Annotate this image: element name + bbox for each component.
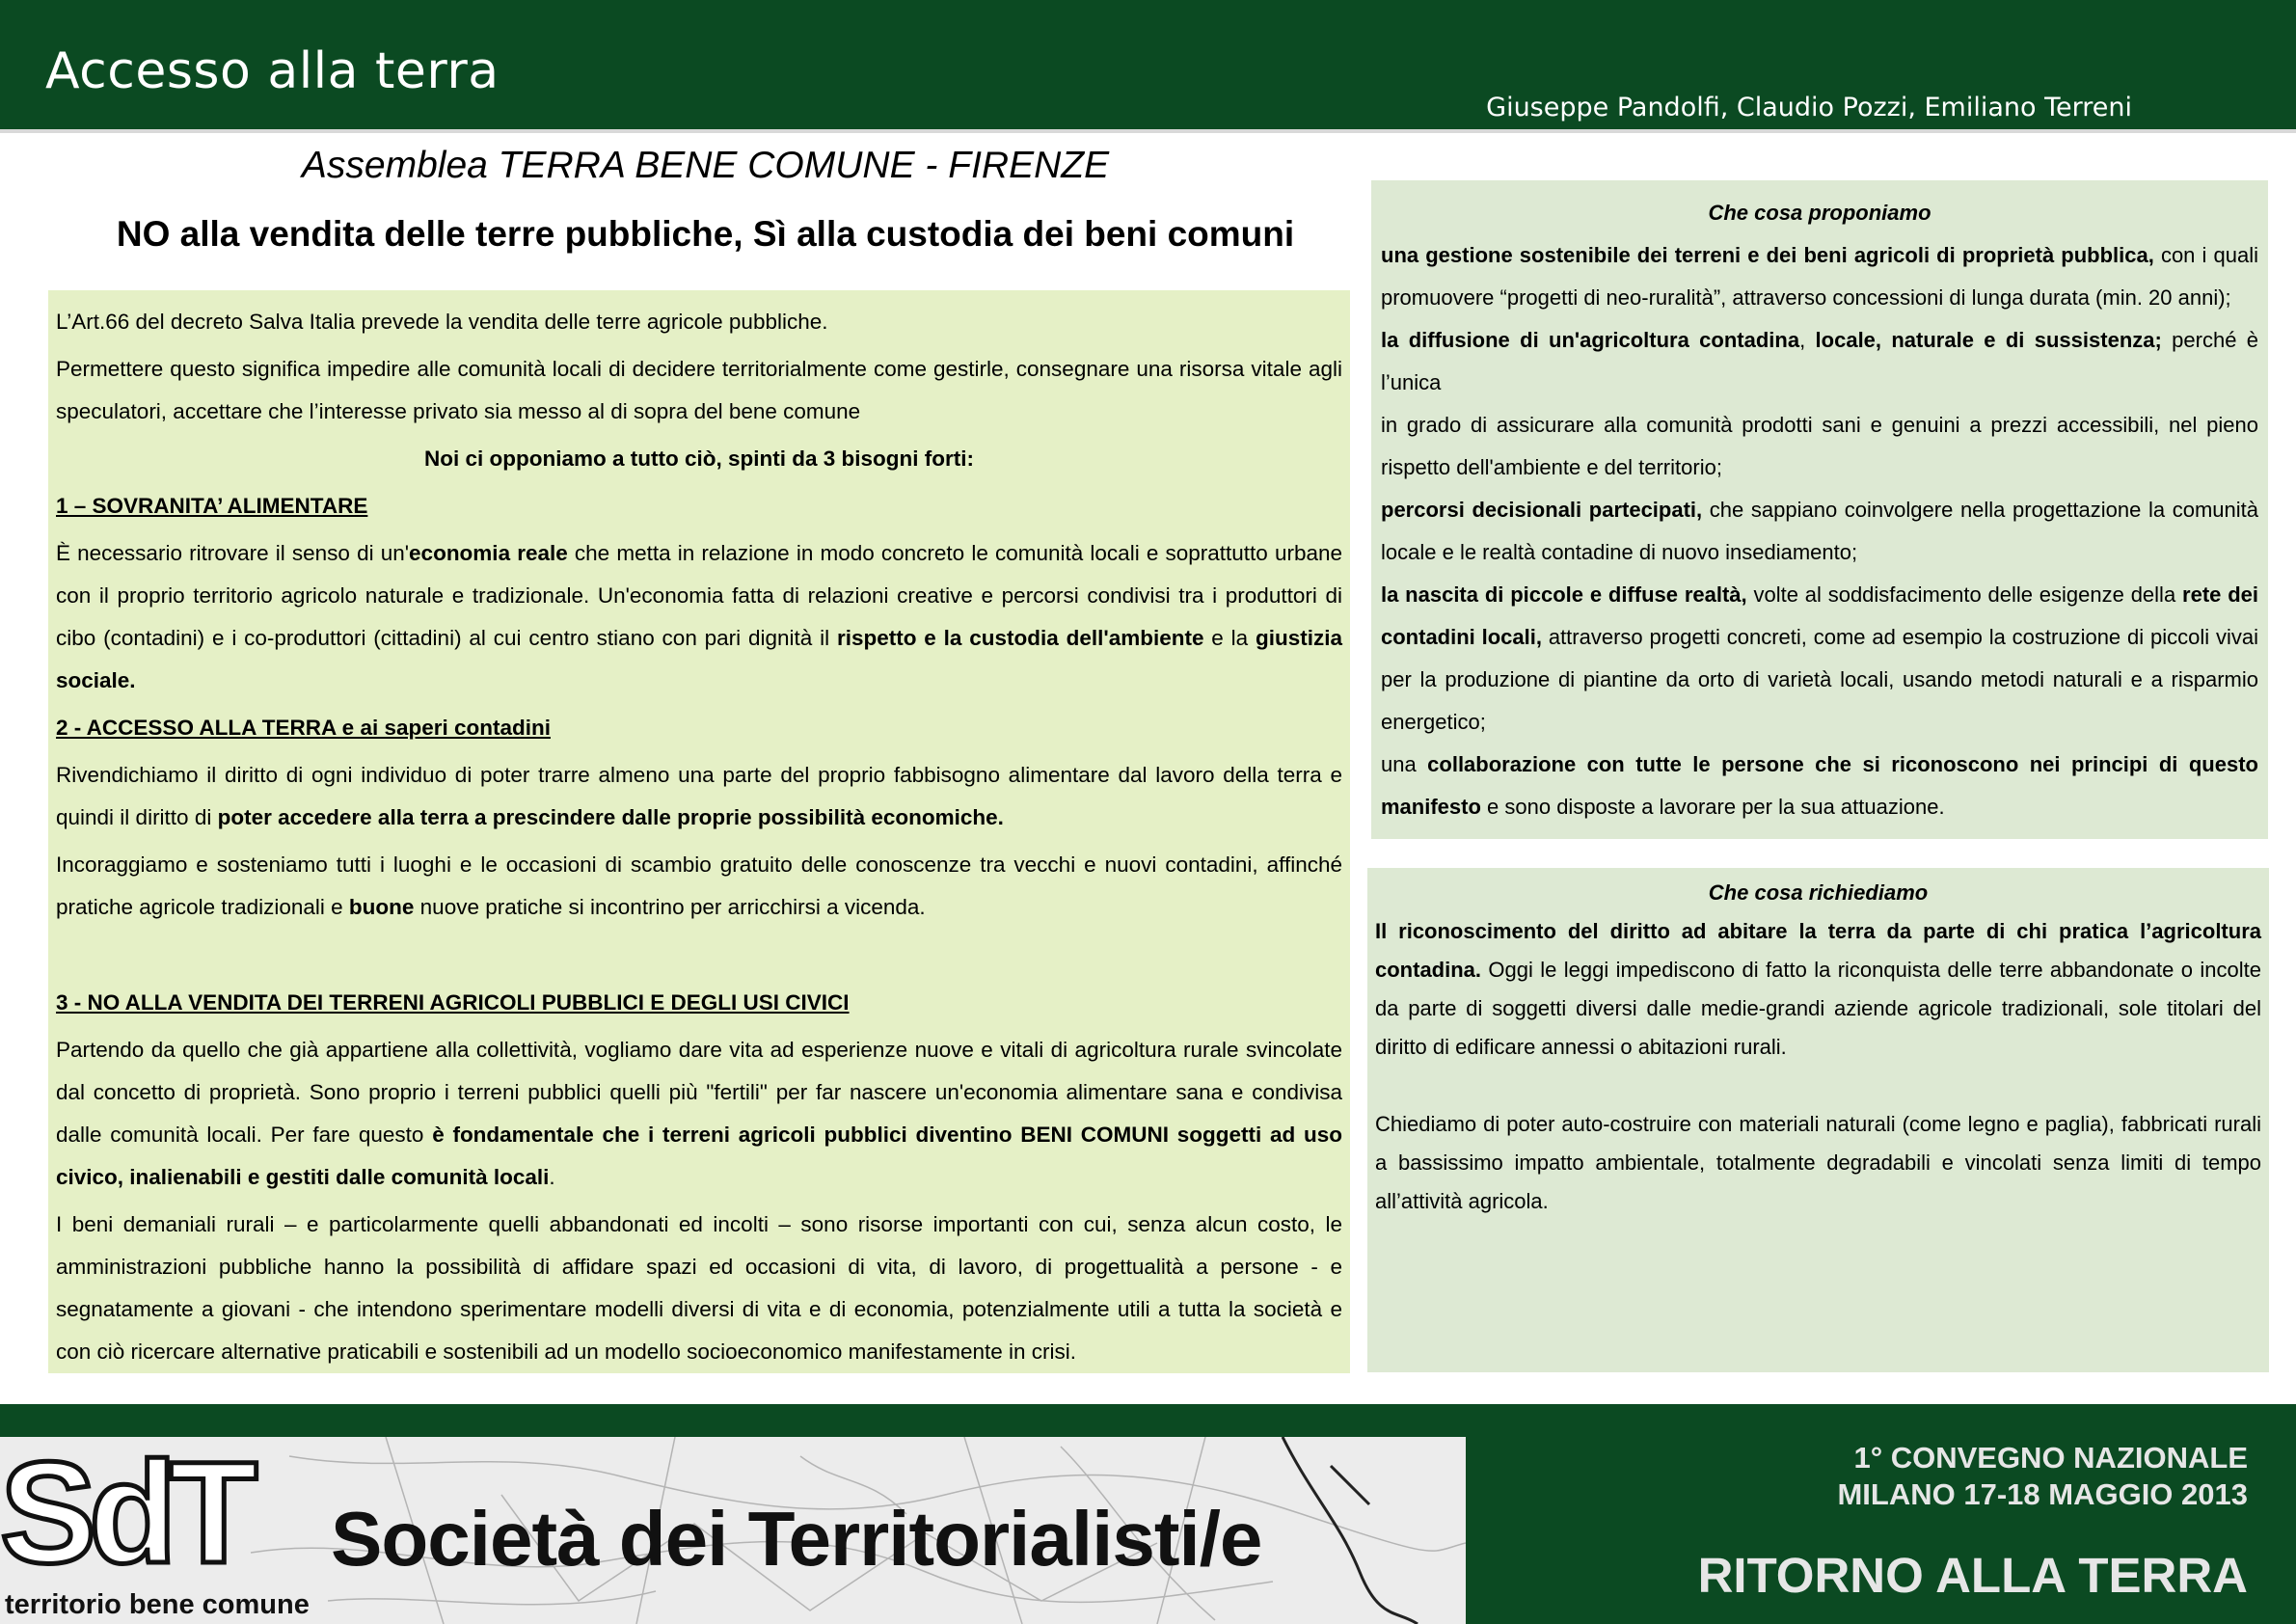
requests-panel xyxy=(1367,868,2269,1372)
conference-title: RITORNO ALLA TERRA xyxy=(1697,1548,2248,1603)
section-2-paragraph-2: Incoraggiamo e sosteniamo tutti i luoghi e le occasioni di scambio gratuito delle conoscenze tra vecchi e nuovi contadini, affinché pratiche agricole tradizionali e buone nuove pratiche si incontrino per arricchirsi a vicenda. xyxy=(56,853,1342,919)
subtitle: Assemblea TERRA BENE COMUNE - FIRENZE xyxy=(301,145,1110,186)
header-bar xyxy=(0,0,2296,133)
section-2-paragraph: Rivendichiamo il diritto di ogni individuo di poter trarre almeno una parte del proprio fabbisogno alimentare dal lavoro della terra e quindi il diritto di poter accedere alla terra a prescindere dalle proprie possibilità economiche. xyxy=(56,763,1342,829)
section-3-paragraph-2: I beni demaniali rurali – e particolarmente quelli abbandonati ed incolti – sono risorse importanti con cui, senza alcun costo, le amministrazioni pubbliche hanno la possibilità di affidare spazi ed occasioni di vita, di lavoro, di progettualità a persone - e segnatamente a giovani - che intendono sperimentare modelli diversi di vita e di economia, potenzialmente utili a tutta la società e con ciò ricercare alternative praticabili e sostenibili ad un modello socioeconomico manifestamente in crisi. xyxy=(56,1212,1342,1364)
section-1-paragraph: È necessario ritrovare il senso di un'economia reale che metta in relazione in modo concreto le comunità locali e soprattutto urbane con il proprio territorio agricolo naturale e tradizionale. Un'economia fatta di relazioni creative e percorsi condivisi tra i produttori di cibo (contadini) e i co-produttori (cittadini) al cui centro stiano con pari dignità il rispetto e la custodia dell'ambiente e la giustizia sociale. xyxy=(56,541,1343,692)
proposals-heading: Che cosa proponiamo xyxy=(1708,201,1931,225)
proposal-item: una gestione sostenibile dei terreni e dei beni agricoli di proprietà pubblica, con i quali promuovere “progetti di neo-ruralità”, attraverso concessioni di lunga durata (min. 20 anni); xyxy=(1381,243,2258,310)
authors: Giuseppe Pandolfi, Claudio Pozzi, Emiliano Terreni xyxy=(1486,93,2132,122)
conference-edition: 1° CONVEGNO NAZIONALE xyxy=(1853,1441,2248,1475)
section-3-paragraph: Partendo da quello che già appartiene alla collettività, vogliamo dare vita ad esperienze nuove e vitali di agricoltura rurale svincolate dal concetto di proprietà. Sono proprio i terreni pubblici quelli più "fertili" per far nascere un'economia alimentare sana e condivisa dalle comunità locali. Per fare questo è fondamentale che i terreni agricoli pubblici diventino BENI COMUNI soggetti ad uso civico, inalienabili e gestiti dalle comunità locali. xyxy=(56,1038,1342,1189)
requests-heading: Che cosa richiediamo xyxy=(1708,880,1929,905)
intro-paragraph-2: Permettere questo significa impedire alle comunità locali di decidere territorialmente come gestirle, consegnare una risorsa vitale agli speculatori, accettare che l’interesse privato sia messo al di sopra del bene comune xyxy=(56,357,1342,423)
proposal-item: una collaborazione con tutte le persone che si riconoscono nei principi di questo manifesto e sono disposte a lavorare per la sua attuazione. xyxy=(1381,752,2258,819)
section-heading-2: 2 - ACCESSO ALLA TERRA e ai saperi contadini xyxy=(56,716,551,740)
sdt-logo: SdT xyxy=(0,1437,251,1593)
footer-banner xyxy=(0,1404,2296,1624)
intro-paragraph: L’Art.66 del decreto Salva Italia prevede la vendita delle terre agricole pubbliche. xyxy=(56,310,828,334)
section-heading-3: 3 - NO ALLA VENDITA DEI TERRENI AGRICOLI PUBBLICI E DEGLI USI CIVICI xyxy=(56,990,850,1015)
headline: NO alla vendita delle terre pubbliche, Sì alla custodia dei beni comuni xyxy=(116,214,1295,254)
request-item: Il riconoscimento del diritto ad abitare la terra da parte di chi pratica l’agricoltura contadina. Oggi le leggi impediscono di fatto la riconquista delle terre abbandonate o incolte da parte di soggetti diversi dalle medie-grandi aziende agricole tradizionali, sole titolari del diritto di edificare annessi o abitazioni rurali. xyxy=(1375,919,2261,1059)
conference-place-date: MILANO 17-18 MAGGIO 2013 xyxy=(1837,1477,2248,1511)
logo-tagline: territorio bene comune xyxy=(5,1589,310,1620)
proposal-item: la nascita di piccole e diffuse realtà, volte al soddisfacimento delle esigenze della rete dei contadini locali, attraverso progetti concreti, come ad esempio la costruzione di piccoli vivai per la produzione di piantine da orto di varietà locali, usando metodi naturali e a risparmio energetico; xyxy=(1381,582,2258,734)
proposal-item: in grado di assicurare alla comunità prodotti sani e genuini a prezzi accessibili, nel pieno rispetto dell'ambiente e del territorio; xyxy=(1381,413,2258,479)
proposals-panel xyxy=(1371,180,2268,839)
page-title: Accesso alla terra xyxy=(45,42,500,100)
proposal-item: la diffusione di un'agricoltura contadina, locale, naturale e di sussistenza; perché è l’unica xyxy=(1381,328,2259,394)
sdt-banner xyxy=(0,1437,1466,1624)
opposition-statement: Noi ci opponiamo a tutto ciò, spinti da 3 bisogni forti: xyxy=(424,447,974,471)
manifesto-panel xyxy=(48,290,1350,1373)
organization-name: Società dei Territorialisti/e xyxy=(331,1496,1262,1582)
proposal-item: percorsi decisionali partecipati, che sappiano coinvolgere nella progettazione la comunità locale e le realtà contadine di nuovo insediamento; xyxy=(1381,498,2259,564)
request-item: Chiediamo di poter auto-costruire con materiali naturali (come legno e paglia), fabbricati rurali a bassissimo impatto ambientale, totalmente degradabili e vincolati senza limiti di tempo all’attività agricola. xyxy=(1375,1112,2261,1213)
section-heading-1: 1 – SOVRANITA’ ALIMENTARE xyxy=(56,494,368,518)
